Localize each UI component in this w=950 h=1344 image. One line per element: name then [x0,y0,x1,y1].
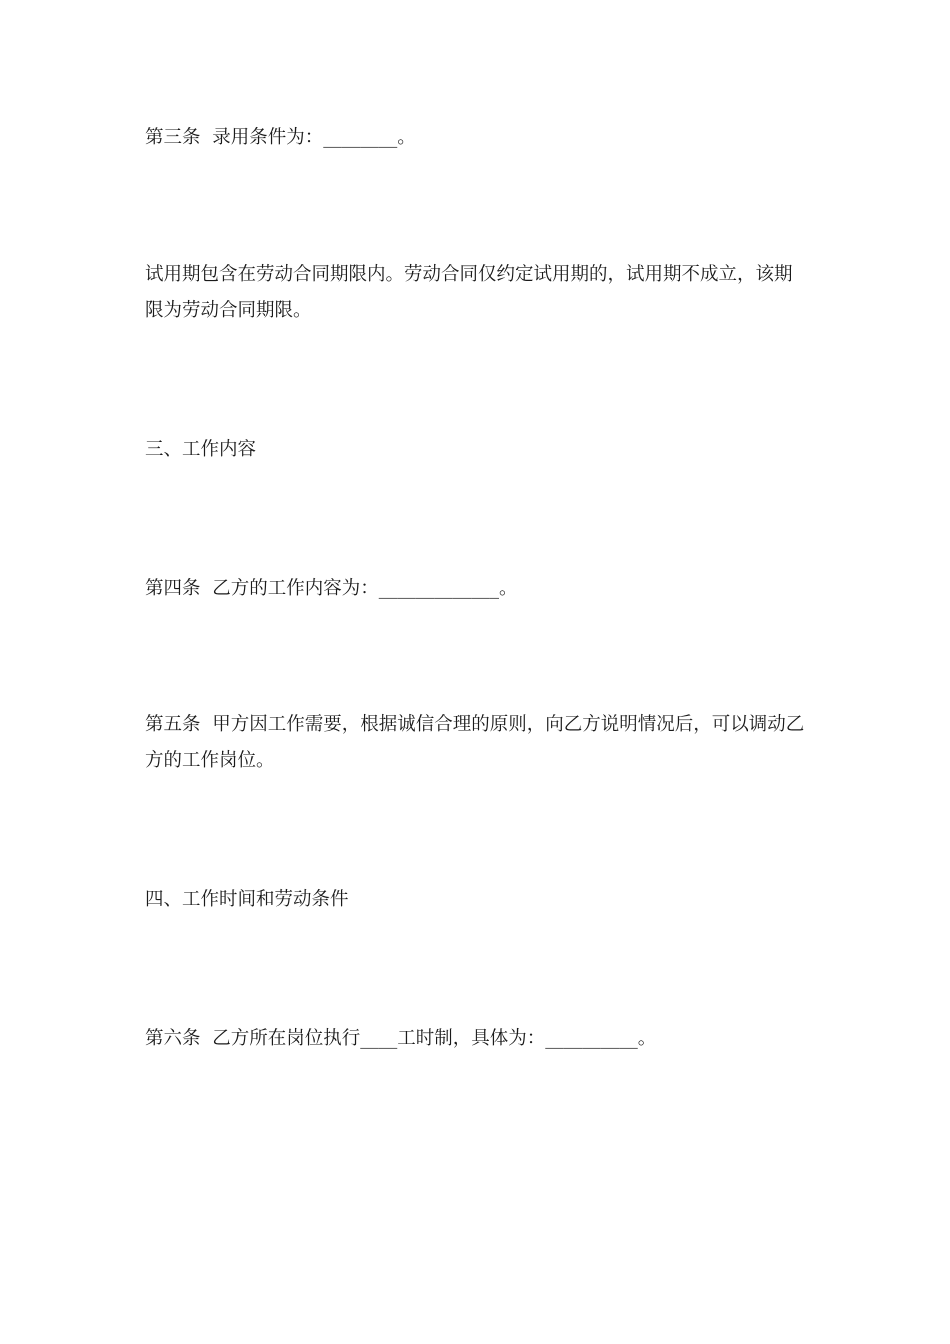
clause-3-hiring-conditions: 第三条 录用条件为：________。 [145,127,416,148]
section-heading-work-content: 三、工作内容 [145,439,257,460]
clause-5-job-transfer: 第五条 甲方因工作需要，根据诚信合理的原则，向乙方说明情况后，可以调动乙方的工作岗位。 [145,714,805,771]
probation-period-note: 试用期包含在劳动合同期限内。劳动合同仅约定试用期的，试用期不成立，该期限为劳动合同期限。 [145,264,793,321]
clause-4-work-content: 第四条 乙方的工作内容为：_____________。 [145,578,518,599]
clause-6-working-hours: 第六条 乙方所在岗位执行____工时制，具体为：__________。 [145,1028,657,1049]
section-heading-work-hours: 四、工作时间和劳动条件 [145,889,349,910]
